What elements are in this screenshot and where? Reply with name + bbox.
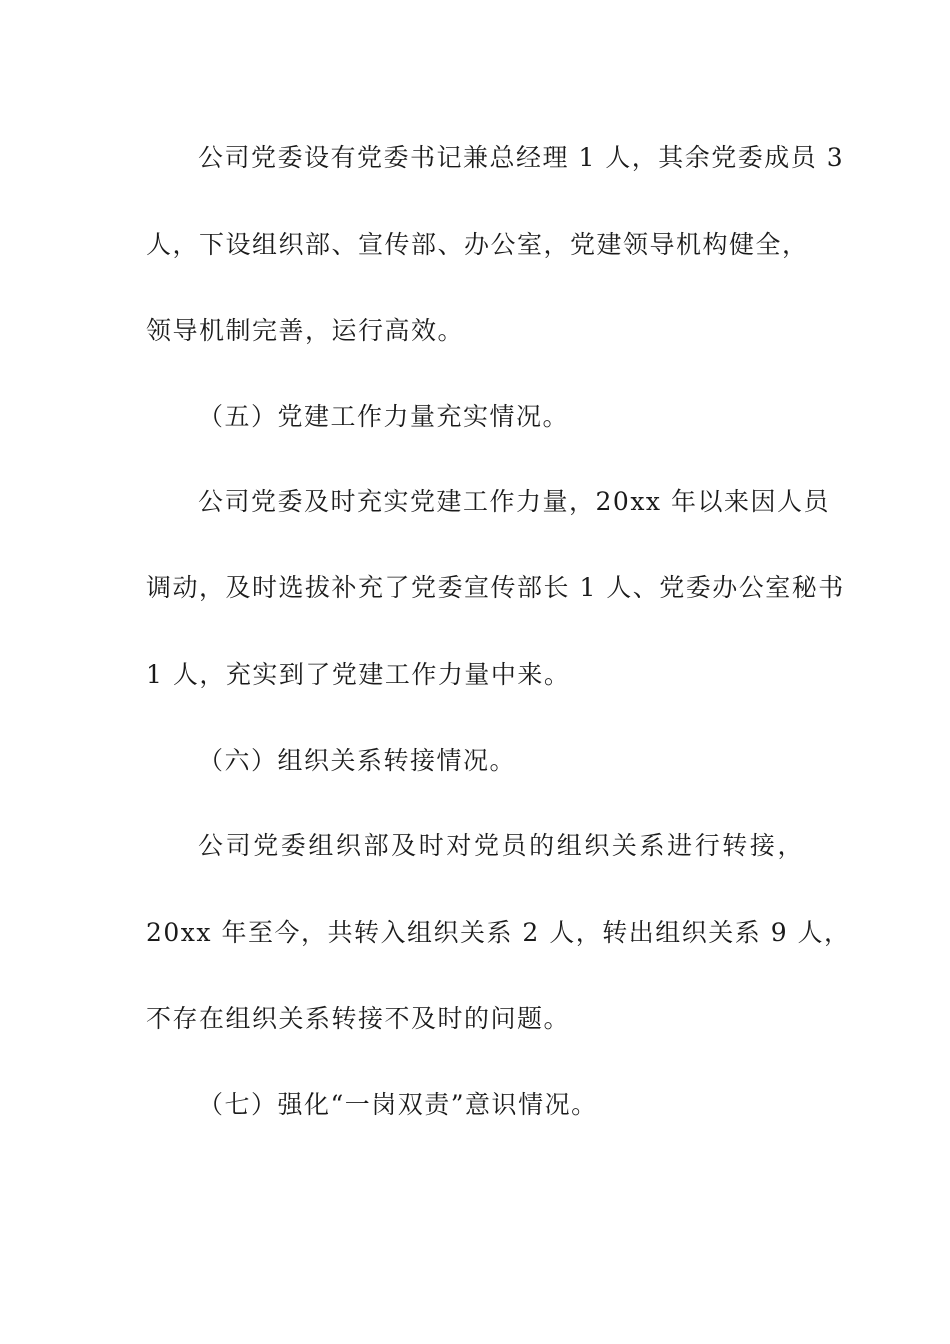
paragraph-line: 1 人，充实到了党建工作力量中来。 bbox=[146, 660, 571, 689]
paragraph-line: 人，下设组织部、宣传部、办公室，党建领导机构健全， bbox=[146, 230, 809, 259]
paragraph-line: 调动，及时选拔补充了党委宣传部长 1 人、党委办公室秘书 bbox=[146, 573, 845, 602]
paragraph-line: 20xx 年至今，共转入组织关系 2 人，转出组织关系 9 人， bbox=[146, 918, 851, 947]
section-heading: （六）组织关系转接情况。 bbox=[198, 746, 517, 775]
section-heading: （五）党建工作力量充实情况。 bbox=[198, 402, 570, 431]
paragraph-line: 公司党委及时充实党建工作力量，20xx 年以来因人员 bbox=[198, 487, 830, 516]
paragraph-line: 公司党委组织部及时对党员的组织关系进行转接， bbox=[198, 831, 804, 860]
section-heading: （七）强化“一岗双责”意识情况。 bbox=[198, 1090, 598, 1119]
paragraph-line: 公司党委设有党委书记兼总经理 1 人，其余党委成员 3 bbox=[198, 143, 845, 172]
paragraph-line: 领导机制完善，运行高效。 bbox=[146, 316, 465, 345]
paragraph-line: 不存在组织关系转接不及时的问题。 bbox=[146, 1004, 571, 1033]
